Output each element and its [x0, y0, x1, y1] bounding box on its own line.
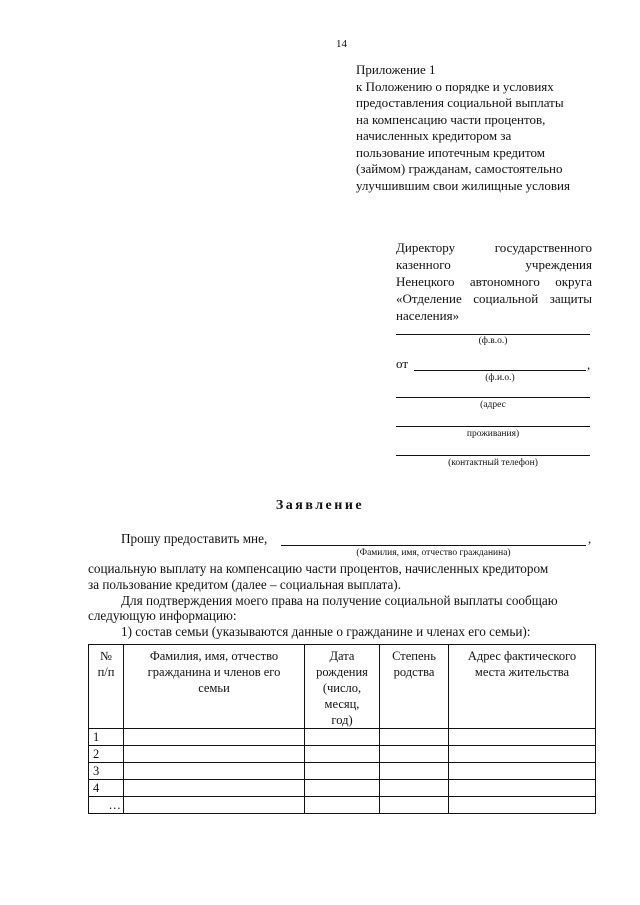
addressee-word: «Отделение	[396, 291, 462, 306]
appendix-line: (займом) гражданам, самостоятельно	[356, 161, 563, 176]
appendix-line: пользование ипотечным кредитом	[356, 144, 545, 160]
header-num-line: №	[100, 649, 112, 663]
header-name-line: семьи	[198, 681, 230, 695]
table-row	[89, 780, 596, 797]
cell-dob[interactable]	[305, 797, 380, 814]
table-row	[89, 763, 596, 780]
page-number: 14	[336, 38, 347, 50]
appendix-line: Приложение 1	[356, 62, 436, 77]
phone-field-line[interactable]	[396, 455, 590, 456]
addressee-word: социальной	[473, 291, 539, 306]
appendix-line: улучшившим свои жилищные условия	[356, 177, 570, 193]
document-title: Заявление	[275, 498, 365, 513]
table-row	[89, 729, 596, 746]
request-text-line: Для подтверждения моего права на получение социальной выплаты сообщаю	[121, 593, 558, 608]
request-name-field-line[interactable]	[281, 545, 586, 546]
cell-relation[interactable]	[380, 763, 449, 780]
from-comma: ,	[587, 357, 591, 372]
appendix-line: к Положению о порядке и условиях	[356, 78, 554, 94]
cell-address[interactable]	[449, 780, 596, 797]
table-row	[89, 746, 596, 763]
cell-dob[interactable]	[305, 780, 380, 797]
header-num-line: п/п	[97, 665, 115, 679]
header-name-line: гражданина и членов его	[147, 665, 281, 679]
header-dob-line: (число,	[322, 681, 362, 695]
cell-relation[interactable]	[380, 746, 449, 763]
request-text-line: 1) состав семьи (указываются данные о гражданине и членах его семьи):	[121, 624, 531, 639]
appendix-line: начисленных кредитором за	[356, 128, 512, 143]
header-dob-line: Дата	[329, 649, 355, 663]
request-name-caption: (Фамилия, имя, отчество гражданина)	[356, 548, 511, 558]
request-lead: Прошу предоставить мне,	[121, 531, 268, 546]
cell-name[interactable]	[124, 780, 305, 797]
cell-dob[interactable]	[305, 763, 380, 780]
header-dob-line: рождения	[316, 665, 368, 679]
table-row	[89, 797, 596, 814]
row-number: 2	[89, 746, 124, 763]
addressee-block	[396, 239, 592, 324]
cell-relation[interactable]	[380, 797, 449, 814]
cell-address[interactable]	[449, 746, 596, 763]
fio-caption-2: (ф.и.о.)	[485, 373, 515, 383]
addressee-word: государственного	[494, 240, 592, 255]
request-comma: ,	[588, 531, 592, 546]
header-name	[124, 645, 305, 729]
addressee-word: Ненецкого	[396, 274, 455, 289]
header-address	[449, 645, 596, 729]
addressee-word: Директору	[396, 240, 456, 255]
row-number: …	[89, 797, 124, 814]
request-text-line: следующую информацию:	[88, 608, 237, 623]
header-num	[89, 645, 124, 729]
address-field-line-1[interactable]	[396, 397, 590, 398]
header-relation-line: Степень	[392, 649, 436, 663]
row-number: 3	[89, 763, 124, 780]
cell-dob[interactable]	[305, 729, 380, 746]
cell-name[interactable]	[124, 797, 305, 814]
family-composition-table	[88, 644, 596, 814]
header-address-line: Адрес фактического	[467, 649, 577, 663]
appendix-line: предоставления социальной выплаты	[356, 95, 564, 110]
header-dob	[305, 645, 380, 729]
row-number: 1	[89, 729, 124, 746]
cell-name[interactable]	[124, 746, 305, 763]
addressee-word: автономного	[469, 274, 540, 289]
appendix-line: на компенсацию части процентов,	[356, 111, 546, 127]
appendix-header	[356, 62, 606, 194]
cell-name[interactable]	[124, 729, 305, 746]
phone-caption: (контактный телефон)	[448, 458, 538, 468]
request-text-line: за пользование кредитом (далее – социальная выплата).	[88, 577, 401, 592]
cell-relation[interactable]	[380, 729, 449, 746]
fio-caption-1: (ф.в.о.)	[478, 336, 508, 346]
address-caption-1: (адрес	[480, 400, 506, 410]
addressee-line	[396, 273, 592, 290]
addressee-word: учреждения	[525, 257, 592, 272]
cell-address[interactable]	[449, 763, 596, 780]
table-header-row	[89, 645, 596, 729]
addressee-word: защиты	[549, 291, 592, 306]
addressee-line: населения»	[396, 308, 460, 323]
addressee-line	[396, 256, 592, 273]
fio-field-line-1[interactable]	[396, 334, 590, 335]
from-label: от	[396, 356, 409, 371]
cell-dob[interactable]	[305, 746, 380, 763]
request-text-line: социальную выплату на компенсацию части процентов, начисленных кредитором	[88, 561, 549, 576]
addressee-word: казенного	[396, 257, 451, 272]
header-name-line: Фамилия, имя, отчество	[149, 649, 279, 663]
addressee-line	[396, 290, 592, 307]
cell-relation[interactable]	[380, 780, 449, 797]
address-caption-2: проживания)	[466, 429, 520, 439]
cell-address[interactable]	[449, 729, 596, 746]
header-relation	[380, 645, 449, 729]
header-dob-line: месяц,	[324, 697, 360, 711]
cell-name[interactable]	[124, 763, 305, 780]
address-field-line-2[interactable]	[396, 426, 590, 427]
cell-address[interactable]	[449, 797, 596, 814]
row-number: 4	[89, 780, 124, 797]
header-address-line: места жительства	[474, 665, 570, 679]
from-fio-field-line[interactable]	[414, 370, 586, 371]
header-dob-line: год)	[331, 713, 353, 727]
header-relation-line: родства	[393, 665, 435, 679]
addressee-word: округа	[555, 274, 592, 289]
addressee-line	[396, 239, 592, 256]
